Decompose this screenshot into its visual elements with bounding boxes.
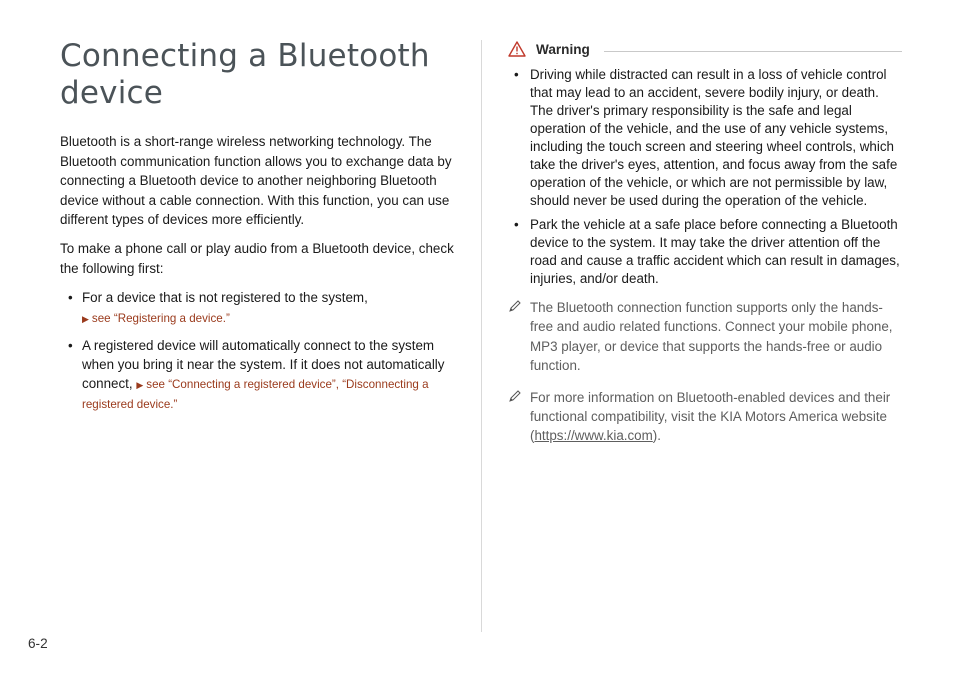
note-text: The Bluetooth connection function supports only the hands-free and audio related functions. Connect your mobile phone, MP3 player, or device that supports the hands-free or audio function.: [530, 300, 893, 374]
warning-item: • Driving while distracted can result in a loss of vehicle control that may lead to an accident, severe bodily injury, or death. The driver's primary responsibility is the safe and legal operation of the vehicle, and the use of any vehicle systems, including the touch screen and steering wheel controls, which take the driver's eyes, attention, and focus away from the safe operation of the vehicle, or which are not permissible by law, should never be used during the operation of the vehicle.: [508, 66, 902, 210]
website-link[interactable]: https://www.kia.com: [534, 428, 653, 444]
arrow-right-icon: ▶: [82, 313, 89, 324]
bullet-text: A registered device will automatically connect to the system when you bring it near the system. If it does not automatically connect,: [82, 337, 445, 392]
list-item: [60, 336, 458, 415]
prerequisite-paragraph: To make a phone call or play audio from a Bluetooth device, check the following first:: [60, 241, 454, 276]
note-text-end: ).: [652, 428, 661, 444]
note-text: For more information on Bluetooth-enabled devices and their functional compatibility, visit the KIA Motors America website (: [530, 389, 891, 444]
note: [508, 298, 902, 376]
warning-item: • Park the vehicle at a safe place before connecting a Bluetooth device to the system. It may take the driver attention off the road and cause a traffic accident which can result in damages, injuries, and/or death.: [508, 216, 902, 288]
pencil-icon: [508, 389, 522, 403]
reference-link[interactable]: ▶ see “Connecting a registered device”, “Disconnecting a registered device.”: [82, 378, 429, 412]
warning-title: Warning: [536, 41, 590, 57]
page-number: 6-2: [28, 636, 48, 651]
page-title: Connecting a Bluetooth device: [60, 38, 430, 112]
column-divider: [481, 40, 482, 632]
arrow-right-icon: ▶: [136, 380, 144, 391]
reference-link[interactable]: ▶ see “Registering a device.”: [82, 311, 230, 325]
left-column: [60, 38, 458, 422]
warning-header: [508, 38, 902, 60]
prerequisite-list: [60, 288, 458, 414]
warning-list: [508, 66, 902, 288]
right-column: [508, 38, 902, 458]
bullet-text: For a device that is not registered to the system,: [82, 290, 368, 306]
pencil-icon: [508, 299, 522, 313]
warning-rule: [604, 51, 902, 52]
note: [508, 388, 902, 446]
list-item: [60, 288, 458, 327]
warning-triangle-icon: [508, 41, 526, 57]
intro-paragraph: Bluetooth is a short-range wireless networking technology. The Bluetooth communication function allows you to exchange data by connecting a Bluetooth device to another neighboring Bluetooth device without a cable connection. With this function, you can use different types of devices more efficiently.: [60, 134, 452, 227]
